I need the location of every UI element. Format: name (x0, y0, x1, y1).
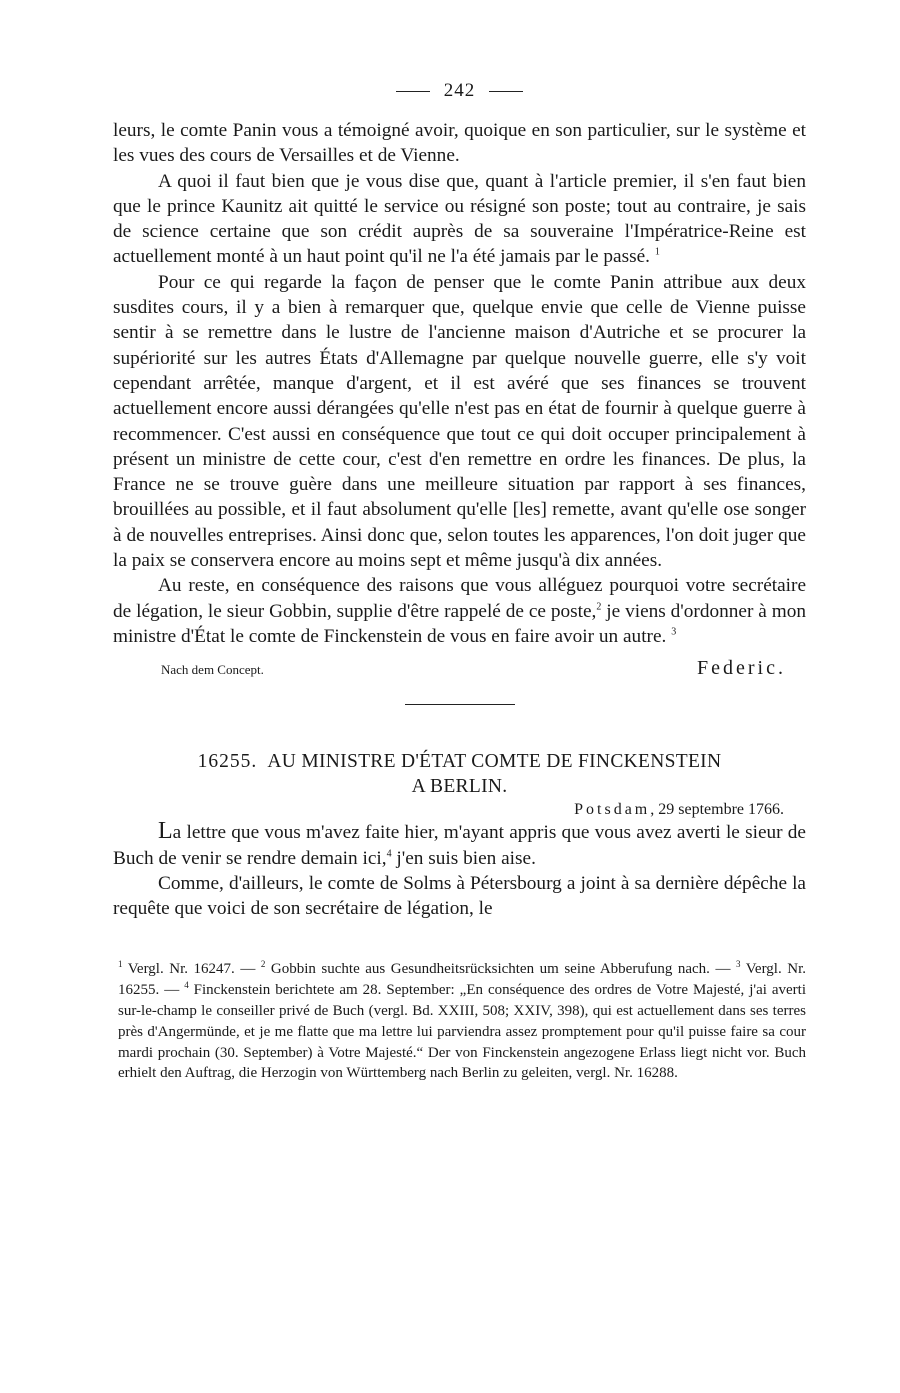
footnote-text: Vergl. Nr. 16255. — (118, 961, 806, 999)
paragraph (113, 169, 806, 270)
footnote-number: 3 (735, 959, 741, 970)
paragraph (113, 573, 806, 649)
footnotes (113, 959, 806, 1084)
heading-title: AU MINISTRE D'ÉTAT COMTE DE FINCKENSTEIN (267, 751, 722, 773)
heading-line: A BERLIN. (411, 776, 508, 798)
header-rule-right (489, 91, 523, 92)
date: , 29 septembre 1766. (650, 801, 784, 819)
page-header (113, 80, 806, 104)
footnote-ref: 1 (654, 247, 660, 259)
footnote-ref: 2 (596, 601, 602, 613)
page (113, 80, 806, 1084)
paragraph (113, 819, 806, 871)
signature-row (113, 657, 806, 680)
letter-heading (113, 749, 806, 799)
dateline (113, 801, 806, 819)
footnote-text: Gobbin suchte aus Gesundheitsrücksichten um seine Abberufung nach. — (265, 961, 736, 978)
paragraph-text: A quoi il faut bien que je vous dise que, quant à l'article premier, il s'en faut bien que le prince Kaunitz ait quitté le service ou résigné son poste; tout au contraire, je sais de science certaine que son crédit auprès de sa souveraine l'Impératrice-Reine est actuellement monté à un haut point qu'il ne l'a été jamais par le passé. (113, 170, 806, 268)
footnote-text: Finckenstein berichtete am 28. September: „En conséquence des ordres de Votre Majesté, j'ai averti sur-le-champ le conseiller privé de Buch (vergl. Bd. XXIII, 508; XXIV, 398), qui est actuellement dans ses terres près d'Angermünde, et je me flatte que ma lettre lui parviendra assez promptement pour qu'il puisse faire sa cour mardi prochain (30. September) à Votre Majesté.“ Der von Finckenstein angezogene Erlass liegt nicht vor. Buch erhielt den Auftrag, die Herzogin von Württemberg nach Berlin zu geleiten, vergl. Nr. 16288. (118, 982, 807, 1082)
paragraph-text: Au reste, en conséquence des raisons que vous alléguez pourquoi votre secrétaire de légation, le sieur Gobbin, supplie d'être rappelé de ce poste, (113, 575, 806, 622)
paragraph: leurs, le comte Panin vous a témoigné avoir, quoique en son particulier, sur le système et les vues des cours de Versailles et de Vienne. (113, 120, 806, 167)
heading-line (113, 749, 806, 774)
letter-body (113, 819, 806, 921)
page-number: 242 (443, 80, 476, 101)
paragraph-text: j'en suis bien aise. (391, 847, 536, 869)
footnote-number: 1 (118, 959, 123, 970)
paragraph: Pour ce qui regarde la façon de penser que le comte Panin attribue aux deux susdites cours, il y a bien à remarquer que, quelque envie que celle de Vienne puisse sentir à se remettre dans le lustre de l'ancienne maison d'Autriche et se procurer la supériorité sur les autres États d'Allemagne par quelque nouvelle guerre, elle s'y voit cependant arrêtée, manque d'argent, et il est avéré que ses finances se trouvent actuellement encore aussi dérangées qu'elle n'est pas en état de fournir à quelque guerre à recommencer. C'est aussi en conséquence que tout ce qui doit occuper principalement à présent un ministre de cette cour, c'est d'en remettre en ordre les finances. De plus, la France ne se trouve guère dans une meilleure situation par rapport à ses finances, brouillées au possible, et il faut absolument qu'elle [les] remette, avant qu'elle ose songer à de nouvelles entreprises. Ainsi donc que, selon toutes les apparences, l'on doit juger que la paix se conservera encore au moins sept et même jusqu'à dix années. (113, 271, 806, 572)
signature: Federic. (697, 657, 786, 680)
paragraph-text: a lettre que vous m'avez faite hier, m'ayant appris que vous avez averti le sieur de Buch de venir se rendre demain ici, (113, 822, 806, 869)
footnote-ref: 3 (671, 626, 677, 638)
section-divider (405, 704, 515, 705)
place: Potsdam (574, 801, 651, 819)
letter-number: 16255. (197, 751, 258, 773)
source-note: Nach dem Concept. (161, 662, 264, 678)
footnote-number: 4 (184, 980, 189, 991)
header-rule-left (396, 91, 430, 92)
footnote-ref: 4 (386, 848, 392, 860)
letter-body-continued (113, 118, 806, 649)
paragraph-text: je viens d'ordonner à mon ministre d'État le comte de Finckenstein de vous en faire avoir un autre. (113, 600, 806, 647)
footnote-text: Vergl. Nr. 16247. — (122, 961, 261, 978)
initial-letter: L (158, 818, 173, 845)
paragraph: Comme, d'ailleurs, le comte de Solms à Pétersbourg a joint à sa dernière dépêche la requête que voici de son secrétaire de légation, le (113, 872, 806, 920)
footnote-number: 2 (260, 959, 266, 970)
